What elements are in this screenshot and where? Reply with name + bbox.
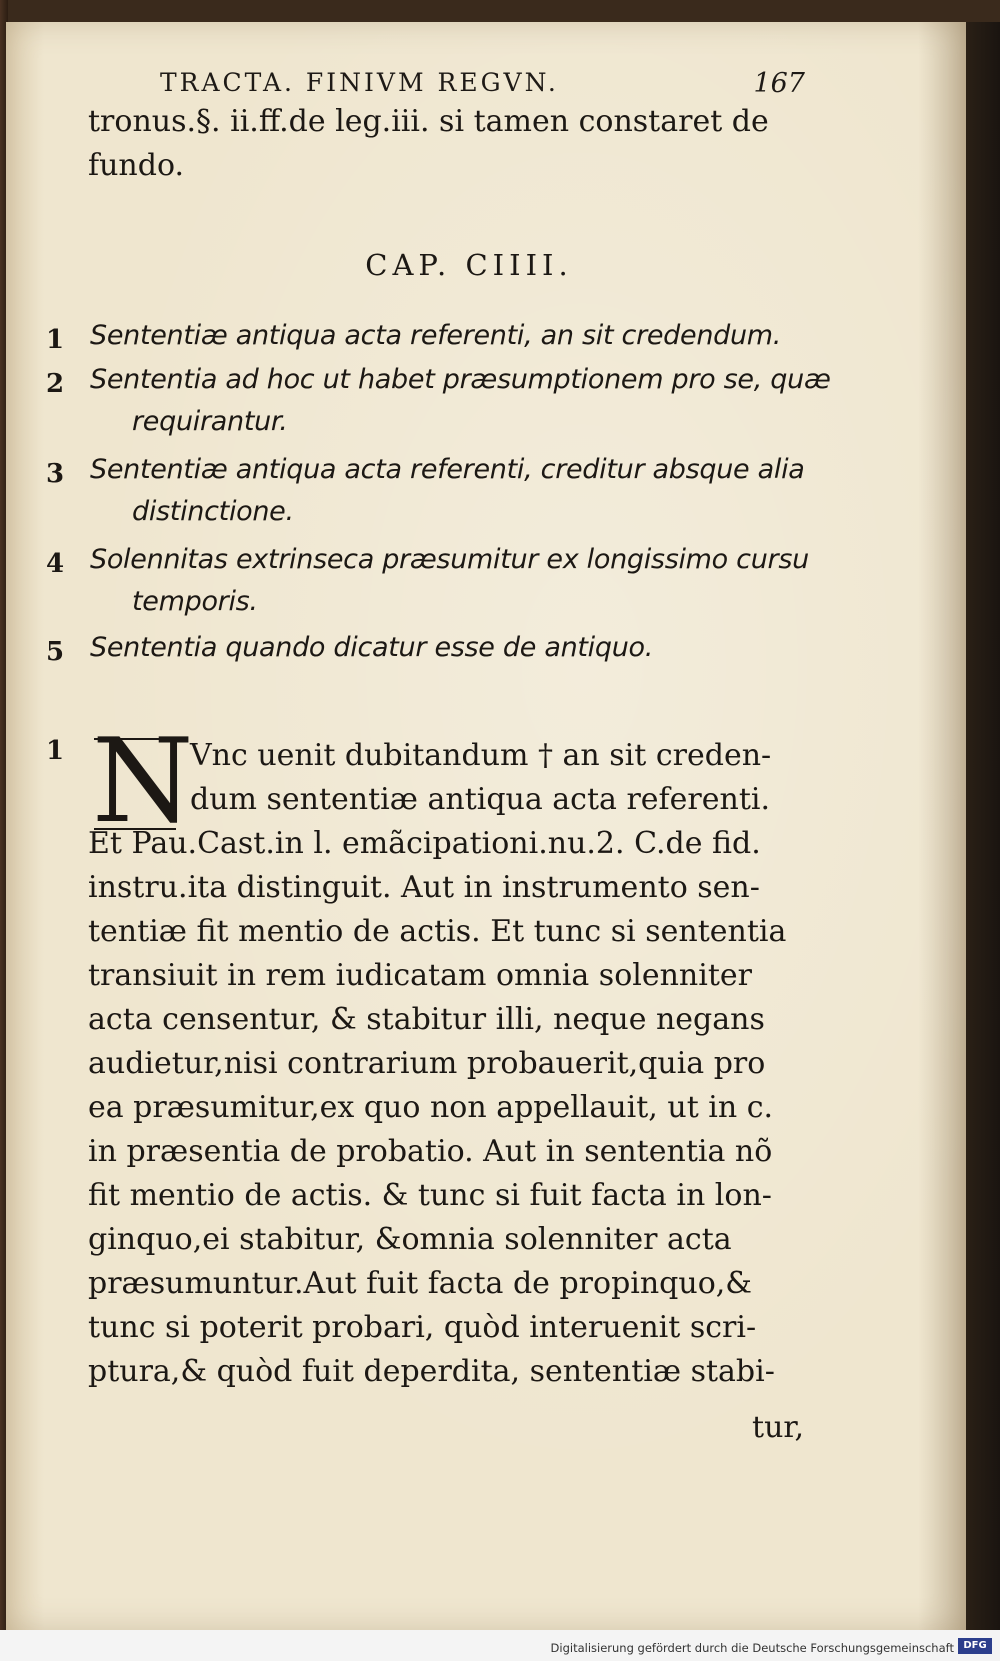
page-number: 167 <box>753 68 805 99</box>
body-line: transiuit in rem iudicatam omnia solenniter <box>88 958 752 993</box>
summary-number: 5 <box>46 637 65 667</box>
body-line: tentiæ fit mentio de actis. Et tunc si sententia <box>88 914 787 949</box>
chapter-title <box>0 248 966 282</box>
page-edge <box>966 22 1000 1630</box>
summary-number: 2 <box>46 369 65 399</box>
chapter-title-text: CAP. CIIII. <box>365 248 573 282</box>
body-line: acta censentur, & stabitur illi, neque negans <box>88 1002 765 1037</box>
body-line: audietur,nisi contrarium probauerit,quia pro <box>88 1046 766 1081</box>
summary-item: Sententiæ antiqua acta referenti, creditur absque alia <box>90 454 805 485</box>
summary-number: 3 <box>46 459 65 489</box>
summary-number: 1 <box>46 325 65 355</box>
body-line: præsumuntur.Aut fuit facta de propinquo,& <box>88 1266 753 1301</box>
summary-item: Sententiæ antiqua acta referenti, an sit credendum. <box>90 320 782 351</box>
body-line: in præsentia de probatio. Aut in sententia nõ <box>88 1134 773 1169</box>
body-line: tunc si poterit probari, quòd interuenit scri- <box>88 1310 757 1345</box>
summary-item-cont: distinctione. <box>132 496 294 527</box>
margin-number: 1 <box>46 736 65 766</box>
running-title: TRACTA. FINIVM REGVN. <box>160 68 559 97</box>
digitization-credit: Digitalisierung gefördert durch die Deutsche Forschungsgemeinschaft <box>550 1641 954 1655</box>
body-line: fit mentio de actis. & tunc si fuit facta in lon- <box>88 1178 772 1213</box>
summary-item: Sententia quando dicatur esse de antiquo. <box>90 632 654 663</box>
body-line: ea præsumitur,ex quo non appellauit, ut in c. <box>88 1090 774 1125</box>
body-line: ginquo,ei stabitur, &omnia solenniter acta <box>88 1222 732 1257</box>
body-line: instru.ita distinguit. Aut in instrumento sen- <box>88 870 760 905</box>
summary-item-cont: requirantur. <box>132 406 288 437</box>
summary-item: Solennitas extrinseca præsumitur ex longissimo cursu <box>90 544 809 575</box>
body-line: dum sententiæ antiqua acta referenti. <box>190 782 771 817</box>
body-line: Vnc uenit dubitandum † an sit creden- <box>190 738 772 773</box>
text-line: tronus.§. ii.ff.de leg.iii. si tamen constaret de <box>88 104 769 139</box>
text-line: fundo. <box>88 148 185 183</box>
summary-number: 4 <box>46 549 65 579</box>
summary-item-cont: temporis. <box>132 586 258 617</box>
body-line: ptura,& quòd fuit deperdita, sententiæ stabi- <box>88 1354 775 1389</box>
body-line: Et Pau.Cast.in l. emãcipationi.nu.2. C.de fid. <box>88 826 761 861</box>
drop-cap: N <box>92 714 194 849</box>
summary-item: Sententia ad hoc ut habet præsumptionem pro se, quæ <box>90 364 831 395</box>
catchword: tur, <box>752 1410 804 1445</box>
dfg-logo: DFG <box>958 1638 992 1654</box>
